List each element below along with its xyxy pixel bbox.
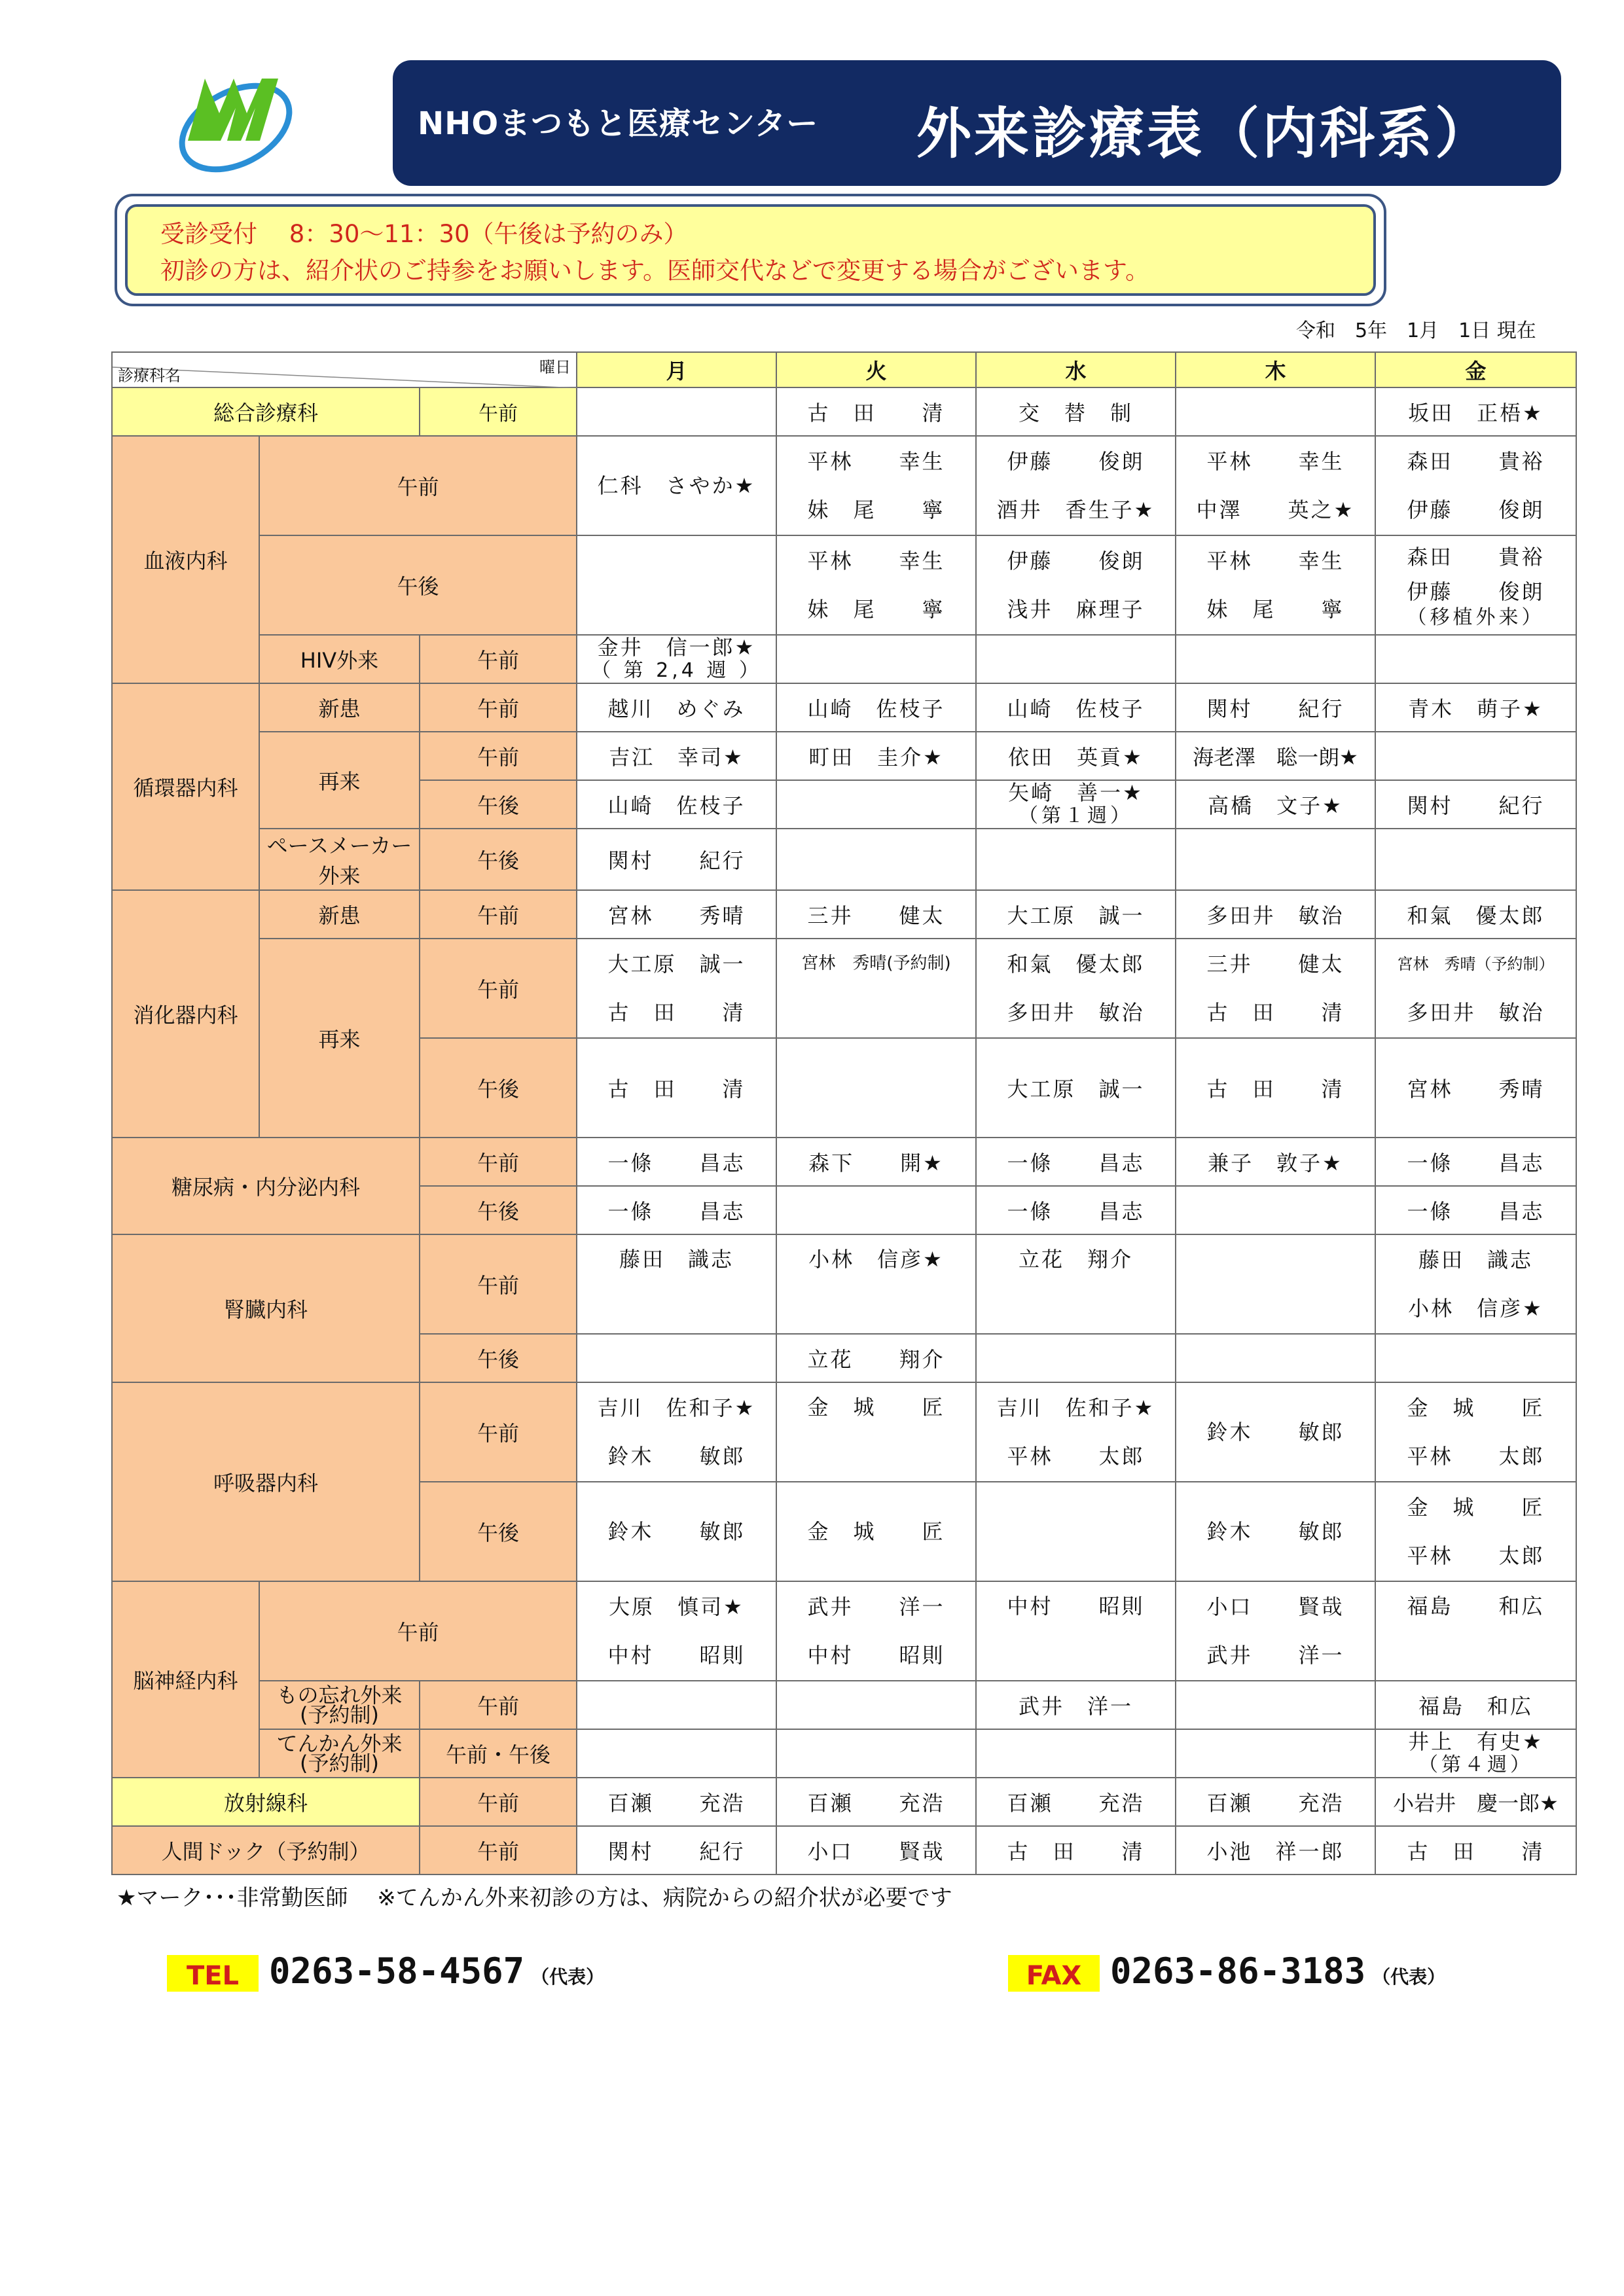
cell-wed: 矢崎 善一★ （第１週） [976, 780, 1176, 829]
day-wed: 水 [976, 352, 1176, 387]
notice-reception-hours: 受診受付 8：30～11：30（午後は予約のみ） [160, 220, 688, 248]
cell-wed [976, 829, 1176, 890]
cell-mon: 金井 信一郎★ （ 第 2,4 週 ） [577, 635, 776, 683]
cell-fri: 関村 紀行 [1375, 780, 1576, 829]
cell-tue: 金 城 匠 [776, 1382, 976, 1482]
fax-block [1008, 1950, 1445, 1992]
day-mon: 月 [577, 352, 776, 387]
cell-tue [776, 829, 976, 890]
cell-mon: 鈴木 敏郎 [577, 1482, 776, 1581]
cell-wed: 百瀬 充浩 [976, 1778, 1176, 1826]
cell-fri: 福島 和広 [1375, 1581, 1576, 1681]
cell-fri: 藤田 識志 小林 信彦★ [1375, 1234, 1576, 1334]
cell-wed: 和氣 優太郎 多田井 敏治 [976, 939, 1176, 1038]
cell-tue: 宮林 秀晴(予約制) [776, 939, 976, 1038]
session-label: 午後 [420, 829, 577, 890]
page-title: 外来診療表（内科系） [916, 101, 1493, 166]
row-hoshasen [112, 1778, 1576, 1826]
cell-thu: 古 田 清 [1176, 1038, 1375, 1138]
cell-fri: 宮林 秀晴（予約制） 多田井 敏治 [1375, 939, 1576, 1038]
session-label: 午後 [420, 1038, 577, 1138]
day-tue: 火 [776, 352, 976, 387]
cell-wed: 立花 翔介 [976, 1234, 1176, 1334]
row-noshinkei-monowasure [112, 1681, 1576, 1729]
row-junkanki-sairai-am [112, 732, 1576, 780]
session-label: 午前 [420, 1778, 577, 1826]
session-label: 午前 [420, 732, 577, 780]
cell-tue [776, 635, 976, 683]
cell-mon: 藤田 識志 [577, 1234, 776, 1334]
corner-diagonal [113, 353, 577, 388]
cell-thu [1176, 635, 1375, 683]
cell-tue: 小口 賢哉 [776, 1826, 976, 1874]
cell-wed: 一條 昌志 [976, 1186, 1176, 1234]
cell-tue: 金 城 匠 [776, 1482, 976, 1581]
session-label: 午後 [259, 535, 577, 635]
cell-fri: 青木 萌子★ [1375, 683, 1576, 732]
cell-tue: 武井 洋一 中村 昭則 [776, 1581, 976, 1681]
cell-wed: 一條 昌志 [976, 1138, 1176, 1186]
cell-fri: 一條 昌志 [1375, 1186, 1576, 1234]
cell-wed: 依田 英貢★ [976, 732, 1176, 780]
fax-number: 0263-86-3183 [1110, 1950, 1366, 1992]
hospital-logo [173, 62, 304, 180]
cell-tue: 小林 信彦★ [776, 1234, 976, 1334]
cell-mon [577, 387, 776, 436]
cell-mon: 古 田 清 [577, 1038, 776, 1138]
cell-fri [1375, 829, 1576, 890]
cell-wed: 古 田 清 [976, 1826, 1176, 1874]
day-thu: 木 [1176, 352, 1375, 387]
cell-thu: 鈴木 敏郎 [1176, 1382, 1375, 1482]
dept-junkanki: 循環器内科 [112, 683, 259, 890]
dept-tonyo: 糖尿病・内分泌内科 [112, 1138, 420, 1234]
cell-fri: 森田 貴裕 伊藤 俊朗 （移植外来） [1375, 535, 1576, 635]
cell-tue: 平林 幸生 妹 尾 寧 [776, 535, 976, 635]
cell-fri: 和氣 優太郎 [1375, 890, 1576, 939]
cell-mon [577, 1681, 776, 1729]
session-label: 午前 [420, 890, 577, 939]
sub-pacemaker: ペースメーカー外来 [259, 829, 420, 890]
cell-tue: 森下 開★ [776, 1138, 976, 1186]
cell-fri: 井上 有史★ （第４週） [1375, 1729, 1576, 1778]
row-ketsueki-pm [112, 535, 1576, 635]
cell-tue [776, 1186, 976, 1234]
cell-mon: 大原 慎司★ 中村 昭則 [577, 1581, 776, 1681]
row-noshinkei-tenkan [112, 1729, 1576, 1778]
session-label: 午前・午後 [420, 1729, 577, 1778]
footnote: ★マーク･･･非常勤医師 ※てんかん外来初診の方は、病院からの紹介状が必要です [117, 1885, 952, 1911]
session-label: 午前 [420, 1138, 577, 1186]
cell-wed: 中村 昭則 [976, 1581, 1176, 1681]
session-label: 午後 [420, 780, 577, 829]
tel-rep: （代表） [531, 1966, 605, 1988]
cell-tue [776, 1729, 976, 1778]
cell-thu [1176, 1334, 1375, 1382]
session-label: 午前 [420, 387, 577, 436]
sub-sairai: 再来 [259, 732, 420, 829]
cell-mon: 山崎 佐枝子 [577, 780, 776, 829]
dept-kokyuki: 呼吸器内科 [112, 1382, 420, 1581]
cell-fri: 坂田 正梧★ [1375, 387, 1576, 436]
cell-tue [776, 1681, 976, 1729]
cell-wed: 武井 洋一 [976, 1681, 1176, 1729]
cell-wed [976, 1334, 1176, 1382]
cell-wed: 山崎 佐枝子 [976, 683, 1176, 732]
cell-fri: 一條 昌志 [1375, 1138, 1576, 1186]
cell-tue: 古 田 清 [776, 387, 976, 436]
session-label: 午後 [420, 1186, 577, 1234]
header-row [112, 352, 1576, 387]
hospital-name: NHOまつもと医療センター [418, 105, 819, 142]
cell-thu [1176, 829, 1375, 890]
session-label: 午前 [420, 1681, 577, 1729]
row-kokyuki-am [112, 1382, 1576, 1482]
row-shokaki-sairai-am [112, 939, 1576, 1038]
cell-thu: 多田井 敏治 [1176, 890, 1375, 939]
cell-wed: 大工原 誠一 [976, 890, 1176, 939]
cell-mon: 百瀬 充浩 [577, 1778, 776, 1826]
cell-wed [976, 1729, 1176, 1778]
cell-fri: 金 城 匠 平林 太郎 [1375, 1482, 1576, 1581]
cell-mon [577, 535, 776, 635]
cell-tue: 山崎 佐枝子 [776, 683, 976, 732]
row-ketsueki-hiv [112, 635, 1576, 683]
cell-wed: 交 替 制 [976, 387, 1176, 436]
cell-tue: 立花 翔介 [776, 1334, 976, 1382]
cell-wed: 吉川 佐和子★ 平林 太郎 [976, 1382, 1176, 1482]
cell-thu: 平林 幸生 中澤 英之★ [1176, 436, 1375, 535]
cell-tue: 町田 圭介★ [776, 732, 976, 780]
title-banner [393, 60, 1561, 186]
cell-fri: 福島 和広 [1375, 1681, 1576, 1729]
dept-sogo: 総合診療科 [112, 387, 420, 436]
row-junkanki-shinkan [112, 683, 1576, 732]
dept-hoshasen: 放射線科 [112, 1778, 420, 1826]
cell-mon: 一條 昌志 [577, 1186, 776, 1234]
cell-thu: 三井 健太 古 田 清 [1176, 939, 1375, 1038]
cell-thu: 小口 賢哉 武井 洋一 [1176, 1581, 1375, 1681]
row-tonyo-am [112, 1138, 1576, 1186]
cell-thu: 兼子 敦子★ [1176, 1138, 1375, 1186]
notice-referral: 初診の方は、紹介状のご持参をお願いします。医師交代などで変更する場合がございます。 [160, 257, 1150, 285]
cell-fri: 森田 貴裕 伊藤 俊朗 [1375, 436, 1576, 535]
session-label: 午前 [420, 1234, 577, 1334]
session-label: 午前 [420, 1382, 577, 1482]
sub-monowasure: もの忘れ外来 (予約制) [259, 1681, 420, 1729]
dept-dock: 人間ドック（予約制） [112, 1826, 420, 1874]
cell-mon: 越川 めぐみ [577, 683, 776, 732]
dept-jinzo: 腎臓内科 [112, 1234, 420, 1382]
cell-thu [1176, 1234, 1375, 1334]
row-sogo [112, 387, 1576, 436]
cell-tue: 百瀬 充浩 [776, 1778, 976, 1826]
sub-shinkan: 新患 [259, 683, 420, 732]
dept-shokaki: 消化器内科 [112, 890, 259, 1138]
row-noshinkei-am [112, 1581, 1576, 1681]
cell-thu [1176, 1729, 1375, 1778]
cell-fri [1375, 1334, 1576, 1382]
cell-mon: 宮林 秀晴 [577, 890, 776, 939]
cell-thu [1176, 1186, 1375, 1234]
cell-wed [976, 1482, 1176, 1581]
cell-fri: 金 城 匠 平林 太郎 [1375, 1382, 1576, 1482]
session-label: 午前 [420, 1826, 577, 1874]
notice-box [115, 194, 1386, 306]
cell-thu: 平林 幸生 妹 尾 寧 [1176, 535, 1375, 635]
fax-rep: （代表） [1372, 1966, 1446, 1988]
session-label: 午前 [420, 635, 577, 683]
as-of-date: 令和 5年 1月 1日 現在 [1296, 319, 1536, 342]
cell-thu [1176, 387, 1375, 436]
cell-thu [1176, 1681, 1375, 1729]
cell-mon: 関村 紀行 [577, 1826, 776, 1874]
cell-wed [976, 635, 1176, 683]
cell-mon: 吉川 佐和子★ 鈴木 敏郎 [577, 1382, 776, 1482]
cell-wed: 伊藤 俊朗 酒井 香生子★ [976, 436, 1176, 535]
tel-number[interactable]: 0263-58-4567 [269, 1950, 525, 1992]
cell-thu: 高橋 文子★ [1176, 780, 1375, 829]
sub-shinkan: 新患 [259, 890, 420, 939]
dept-ketsueki: 血液内科 [112, 436, 259, 683]
session-label: 午前 [259, 436, 577, 535]
cell-mon: 仁科 さやか★ [577, 436, 776, 535]
row-jinzo-am [112, 1234, 1576, 1334]
cell-thu: 海老澤 聡一朗★ [1176, 732, 1375, 780]
sub-hiv: HIV外来 [259, 635, 420, 683]
cell-thu: 鈴木 敏郎 [1176, 1482, 1375, 1581]
row-ketsueki-am [112, 436, 1576, 535]
cell-mon: 大工原 誠一 古 田 清 [577, 939, 776, 1038]
row-dock [112, 1826, 1576, 1874]
cell-wed: 大工原 誠一 [976, 1038, 1176, 1138]
session-label: 午前 [259, 1581, 577, 1681]
cell-thu: 小池 祥一郎 [1176, 1826, 1375, 1874]
sub-tenkan: てんかん外来 (予約制) [259, 1729, 420, 1778]
weekday-label: 曜日 [539, 358, 571, 376]
cell-mon [577, 1729, 776, 1778]
tel-block [167, 1950, 604, 1992]
cell-thu: 百瀬 充浩 [1176, 1778, 1375, 1826]
cell-fri: 小岩井 慶一郎★ [1375, 1778, 1576, 1826]
department-label: 診療科名 [118, 367, 181, 385]
session-label: 午後 [420, 1334, 577, 1382]
cell-tue [776, 1038, 976, 1138]
cell-tue: 平林 幸生 妹 尾 寧 [776, 436, 976, 535]
cell-fri [1375, 732, 1576, 780]
cell-mon: 吉江 幸司★ [577, 732, 776, 780]
cell-tue: 三井 健太 [776, 890, 976, 939]
cell-mon [577, 1334, 776, 1382]
cell-mon: 一條 昌志 [577, 1138, 776, 1186]
cell-mon: 関村 紀行 [577, 829, 776, 890]
fax-label: FAX [1008, 1955, 1100, 1992]
schedule-table [111, 351, 1577, 1875]
header-corner [112, 352, 577, 387]
cell-fri [1375, 635, 1576, 683]
row-shokaki-shinkan [112, 890, 1576, 939]
cell-wed: 伊藤 俊朗 浅井 麻理子 [976, 535, 1176, 635]
cell-thu: 関村 紀行 [1176, 683, 1375, 732]
dept-noshinkei: 脳神経内科 [112, 1581, 259, 1778]
day-fri: 金 [1375, 352, 1576, 387]
session-label: 午前 [420, 683, 577, 732]
session-label: 午前 [420, 939, 577, 1038]
sub-sairai: 再来 [259, 939, 420, 1138]
cell-tue [776, 780, 976, 829]
tel-label: TEL [167, 1955, 259, 1992]
session-label: 午後 [420, 1482, 577, 1581]
cell-fri: 宮林 秀晴 [1375, 1038, 1576, 1138]
cell-fri: 古 田 清 [1375, 1826, 1576, 1874]
row-junkanki-pacemaker [112, 829, 1576, 890]
